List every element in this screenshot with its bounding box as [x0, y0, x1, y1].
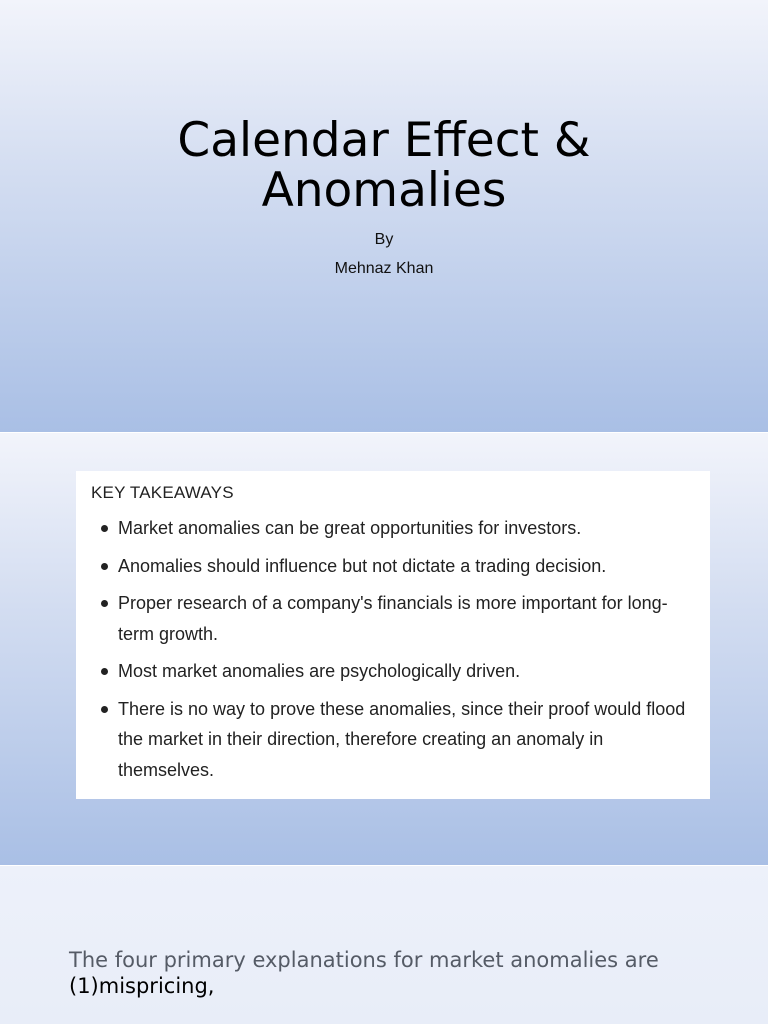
list-item-text: Most market anomalies are psychologically driven.: [118, 661, 521, 681]
list-item: [118, 513, 698, 544]
slide-title: [0, 0, 768, 432]
list-item: [118, 694, 698, 786]
key-takeaways-card: [76, 471, 710, 799]
list-item-text: There is no way to prove these anomalies, since their proof would flood the market in their direction, therefore creating an anomaly in themselves.: [118, 698, 686, 780]
byline: [0, 230, 768, 288]
takeaways-list: [118, 513, 698, 792]
list-item-text: Anomalies should influence but not dictate a trading decision.: [118, 555, 607, 576]
key-takeaways-heading: KEY TAKEAWAYS: [91, 483, 234, 502]
explanations-intro: The four primary explanations for market anomalies are: [69, 948, 659, 972]
by-label: By: [374, 231, 394, 248]
bullet-icon: [101, 706, 108, 713]
slide-explanations: [0, 866, 768, 1024]
bullet-icon: [101, 525, 108, 532]
bullet-icon: [101, 668, 108, 675]
list-item: [118, 588, 698, 649]
slide-key-takeaways: [0, 433, 768, 865]
list-item-text: Proper research of a company's financials is more important for long-term growth.: [118, 593, 668, 644]
slide-title-heading: [0, 113, 768, 218]
title-line-2: Anomalies: [261, 163, 507, 218]
bullet-icon: [101, 563, 108, 570]
bullet-icon: [101, 600, 108, 607]
list-item: [118, 656, 698, 687]
list-item-text: Market anomalies can be great opportunities for investors.: [118, 518, 582, 538]
explanations-text: [69, 947, 709, 999]
explanation-item-1: (1)mispricing,: [69, 974, 215, 998]
list-item: [118, 551, 698, 582]
title-line-1: Calendar Effect &: [177, 113, 591, 168]
author-name: Mehnaz Khan: [334, 260, 434, 277]
